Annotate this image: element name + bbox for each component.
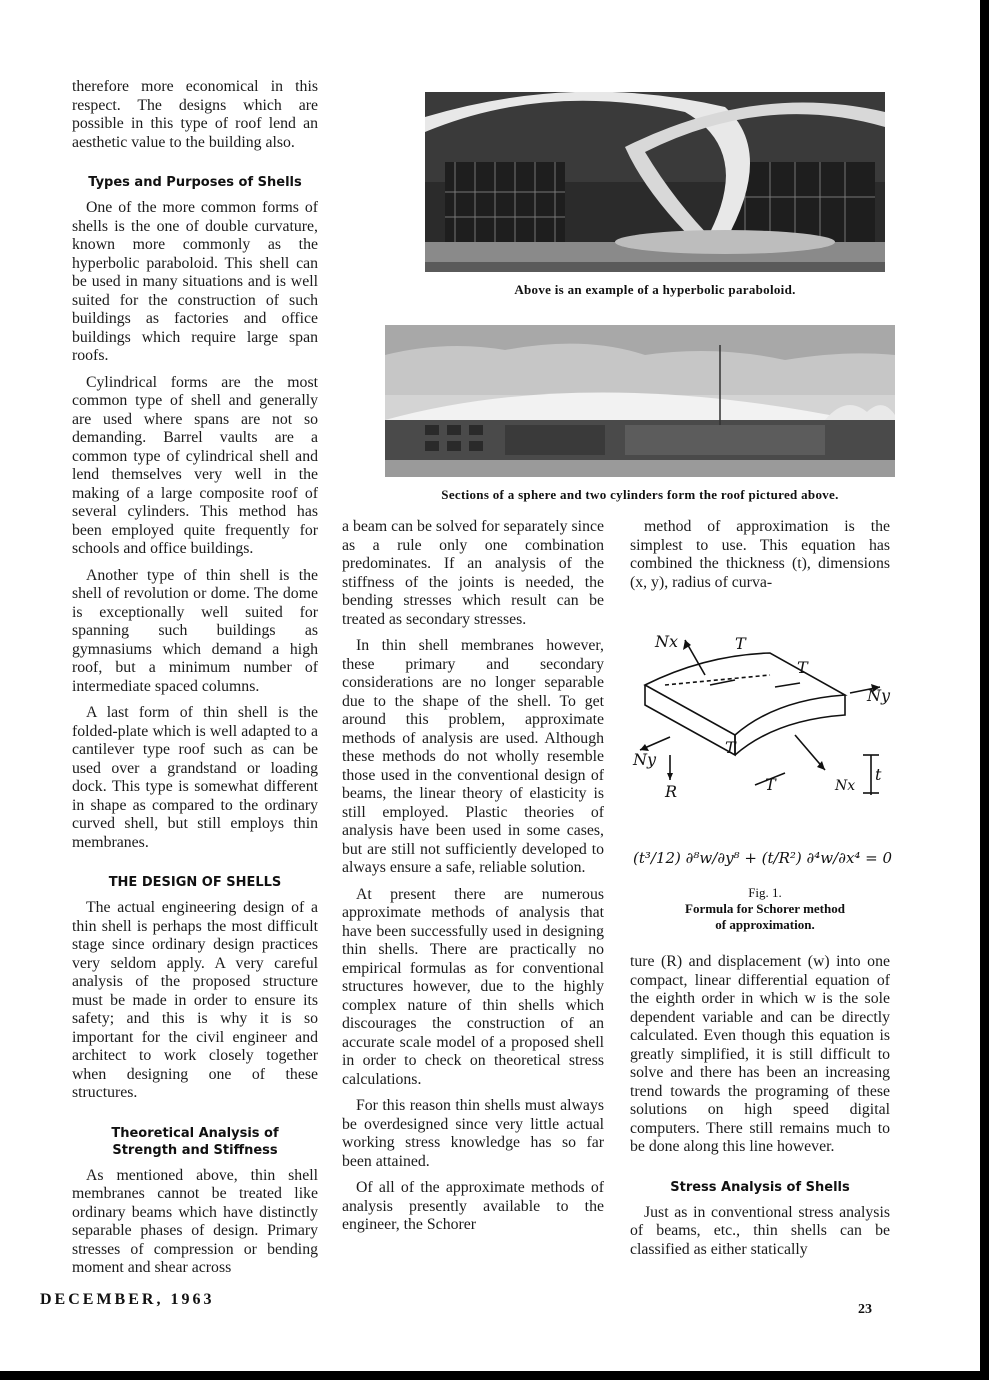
photo-caption: Above is an example of a hyperbolic paraboloid.: [514, 282, 796, 297]
paragraph: ture (R) and displacement (w) into one compact, linear differential equation of the eighth order in which w is the sole dependent variable and can be directly calculated. Even though this equation is greatly simplified, it is still difficult to solve and there has been an increasing trend towards the programing of these solutions on high speed digital computers. There still remains much to be done along this line however.: [630, 953, 890, 1155]
page-number: 23: [858, 1302, 872, 1317]
figure-label: Fig. 1.: [748, 885, 782, 900]
label-nx: Nx: [655, 632, 679, 651]
section-heading: THE DESIGN OF SHELLS: [108, 875, 282, 890]
label-ny-left: Ny: [633, 750, 657, 769]
page-frame-right: [980, 0, 989, 1380]
schorer-formula: (t³/12) ∂⁸w/∂y⁸ + (t/R²) ∂⁴w/∂x⁴ = 0: [633, 849, 893, 867]
figure-caption: [660, 885, 870, 933]
paragraph: As mentioned above, thin shell membranes cannot be treated like ordinary beams which have distinctly separable phases of design. Primary stresses of compression or bending moment and shear across: [72, 1166, 318, 1276]
column-1: [72, 78, 318, 1278]
paragraph: One of the more common forms of shells is the one of double curvature, known more commonly as the hyperbolic paraboloid. This shell can be used in many situations and is well suited for the construction of such buildings as factories and office buildings which require large span roofs.: [72, 199, 318, 364]
photo-caption: Sections of a sphere and two cylinders form the roof pictured above.: [441, 487, 839, 502]
paragraph: Cylindrical forms are the most common type of shell and generally are used where spans are not so demanding. Barrel vaults are a common type of cylindrical shell and lend themselves very well in the making of a large composite roof of several cylinders. This method has been employed quite frequently for schools and office buildings.: [72, 373, 318, 557]
issue-date: DECEMBER, 1963: [40, 1291, 215, 1308]
photo-hyperbolic-paraboloid: [425, 92, 885, 272]
figure-caption-line: of approximation.: [715, 917, 815, 932]
paragraph: a beam can be solved for separately since as a rule only one combination predominates. If an analysis of the stiffness of the joints is needed, the bending stresses which result can be treated as secondary stresses.: [342, 518, 604, 628]
paragraph: At present there are numerous approximate methods of analysis that have been successfully used in designing thin shells. There are practically no empirical formulas as for conventional structures however, due to the highly complex nature of thin shells which discourages the construction of an accurate scale model of a proposed shell in order to check on theoretical stress calculations.: [342, 885, 604, 1088]
section-heading: Theoretical Analysis of Strength and Stiffness: [111, 1125, 279, 1158]
label-thickness: t: [875, 765, 882, 784]
paragraph: Of all of the approximate methods of analysis presently available to the engineer, the Schorer: [342, 1179, 604, 1233]
label-tau-top: T: [735, 634, 746, 653]
paragraph: In thin shell membranes however, these primary and secondary considerations are no longer separable due to the shape of the shell. To get around this problem, approximate methods of analysis are used. Although these methods do not wholly resemble those used in the conventional design of beams, the linear theory of elasticity is still employed. Plastic theories of analysis have been used in some cases, but are still not sufficiently developed to always ensure a safe, reliable solution.: [342, 637, 604, 876]
paragraph: The actual engineering design of a thin shell is perhaps the most difficult stage since ordinary design practices very seldom apply. A very careful analysis of the proposed structure must be made in order to ensure its safety; and this is why it is so important for the civil engineer and architect to work closely together when designing one of these structures.: [72, 899, 318, 1101]
column-2: [342, 518, 604, 1235]
label-tau-top2: T: [797, 658, 808, 677]
paragraph: Another type of thin shell is the shell of revolution or dome. The dome is exceptionally well suited for spanning such buildings as gymnasiums which demand a high roof, but a minimum number of intermediate spaced columns.: [72, 566, 318, 695]
figure-caption-line: Formula for Schorer method: [685, 901, 845, 916]
photo-sphere-cylinders: [385, 325, 895, 477]
label-r: R: [665, 782, 678, 801]
paragraph: therefore more economical in this respect. The designs which are possible in this type of roof lend an aesthetic value to the building also.: [72, 78, 318, 151]
paragraph: method of approximation is the simplest to use. This equation has combined the thickness (t), dimensions (x, y), radius of curva-: [630, 518, 890, 591]
section-heading: Types and Purposes of Shells: [88, 175, 302, 190]
paragraph: A last form of thin shell is the folded-plate which is well adapted to a cantilever type roof such as can be used over a grandstand or loading dock. This type is somewhat different in shape as compared to the ordinary curved shell, but still employs thin membranes.: [72, 704, 318, 851]
section-heading: Stress Analysis of Shells: [670, 1179, 850, 1195]
column-3-top: [630, 518, 890, 592]
figure-shell-element: [625, 625, 895, 880]
page-frame-bottom: [0, 1371, 989, 1380]
label-tau-mid: T: [765, 775, 776, 794]
label-nx-lower: Nx: [835, 778, 856, 794]
paragraph: Just as in conventional stress analysis of beams, etc., thin shells can be classified as either statically: [630, 1203, 890, 1258]
label-tau-side: T: [725, 738, 736, 757]
label-ny-right: Ny: [867, 686, 891, 705]
paragraph: For this reason thin shells must always be overdesigned since very little actual working stress knowledge has so far been attained.: [342, 1097, 604, 1170]
column-3-bottom: [630, 953, 890, 1259]
